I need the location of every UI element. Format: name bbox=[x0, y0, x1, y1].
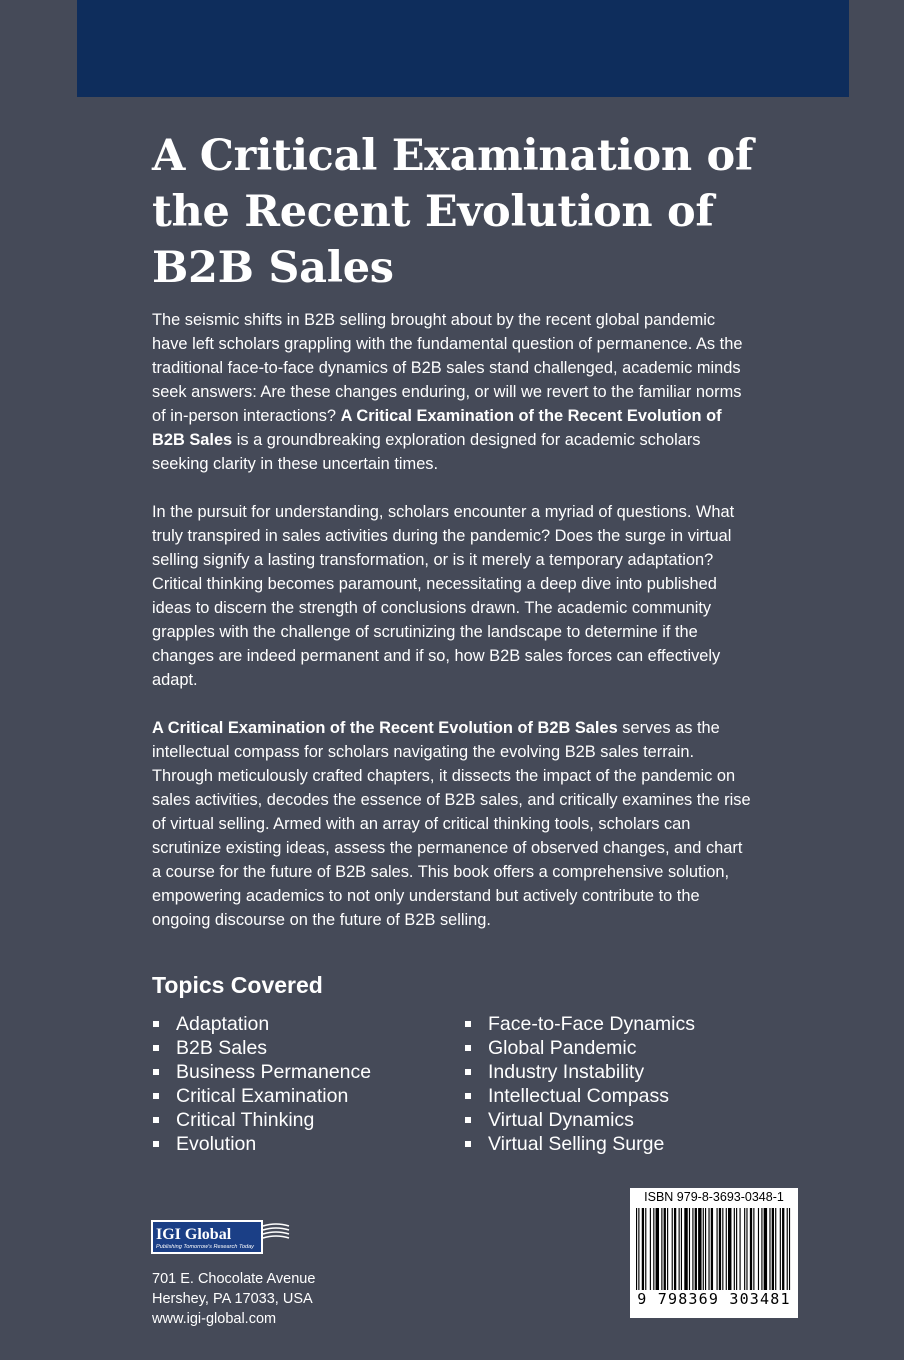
barcode-bar bbox=[758, 1208, 759, 1290]
barcode-bar bbox=[636, 1208, 637, 1290]
barcode-bar bbox=[711, 1208, 713, 1290]
barcode-bar bbox=[650, 1208, 651, 1290]
barcode-bar bbox=[719, 1208, 721, 1290]
barcode-bar bbox=[736, 1208, 737, 1290]
barcode-bar bbox=[746, 1208, 747, 1290]
barcode-bar bbox=[789, 1208, 790, 1290]
barcode-bar bbox=[722, 1208, 723, 1290]
isbn-barcode bbox=[630, 1188, 798, 1318]
top-color-band bbox=[77, 0, 849, 97]
barcode-bar bbox=[681, 1208, 682, 1290]
barcode-bar bbox=[705, 1208, 706, 1290]
address-street: 701 E. Chocolate Avenue bbox=[152, 1271, 316, 1287]
barcode-bar bbox=[674, 1208, 676, 1290]
barcode-bar bbox=[679, 1208, 680, 1290]
barcode-bar bbox=[717, 1208, 718, 1290]
barcode-bar bbox=[703, 1208, 704, 1290]
barcode-bars bbox=[634, 1208, 794, 1290]
barcode-bar bbox=[645, 1208, 646, 1290]
barcode-bar bbox=[661, 1208, 662, 1290]
barcode-bar bbox=[656, 1208, 659, 1290]
p1-text-end: is a groundbreaking exploration designed for academic scholars seeking clarity in these uncertain times. bbox=[152, 431, 701, 473]
barcode-bar bbox=[780, 1208, 781, 1290]
topic-item: Virtual Selling Surge bbox=[464, 1132, 695, 1156]
barcode-bar bbox=[744, 1208, 745, 1290]
barcode-bar bbox=[653, 1208, 654, 1290]
p3-book-title-bold: A Critical Examination of the Recent Evolution of B2B Sales bbox=[152, 719, 618, 737]
barcode-bar bbox=[753, 1208, 754, 1290]
barcode-bar bbox=[772, 1208, 774, 1290]
topic-item: Face-to-Face Dynamics bbox=[464, 1012, 695, 1036]
topic-item: Critical Thinking bbox=[152, 1108, 371, 1132]
barcode-bar bbox=[689, 1208, 690, 1290]
barcode-bar bbox=[775, 1208, 776, 1290]
barcode-bar bbox=[664, 1208, 666, 1290]
description-paragraph-2: In the pursuit for understanding, scholars encounter a myriad of questions. What truly transpired in sales activities during the pandemic? Does the surge in virtual selling signify a lasting transformation, or is it merely a temporary adaptation? Critical thinking becomes paramount, necessitating a deep dive into published ideas to discern the strength of conclusions drawn. The academic community grapples with the challenge of scrutinizing the landscape to determine if the changes are indeed permanent and if so, how B2B sales forces can effectively adapt. bbox=[152, 503, 735, 689]
p1-text-start: The seismic shifts in B2B selling brought about by the recent global pandemic have left scholars grappling with the fundamental question of permanence. As the traditional face-to-face dynamics of B2B sales stand challenged, academic minds seek answers: Are these changes enduring, or will we revert to the familiar norms of in-person interactions? bbox=[152, 311, 743, 425]
barcode-bar bbox=[726, 1208, 727, 1290]
topics-list-left bbox=[152, 1012, 371, 1156]
logo-tagline-text: Publishing Tomorrow's Research Today bbox=[156, 1244, 254, 1250]
barcode-bar bbox=[761, 1208, 762, 1290]
address-city: Hershey, PA 17033, USA bbox=[152, 1291, 313, 1307]
topic-item: Intellectual Compass bbox=[464, 1084, 695, 1108]
publisher-website: www.igi-global.com bbox=[152, 1311, 277, 1327]
barcode-bar bbox=[769, 1208, 770, 1290]
barcode-bar bbox=[667, 1208, 668, 1290]
publisher-address bbox=[152, 1269, 315, 1329]
description-paragraph-1 bbox=[152, 308, 754, 476]
barcode-bar bbox=[672, 1208, 673, 1290]
topic-item: Industry Instability bbox=[464, 1060, 695, 1084]
isbn-label: ISBN 979-8-3693-0348-1 bbox=[644, 1190, 784, 1204]
barcode-bar bbox=[787, 1208, 788, 1290]
barcode-bar bbox=[698, 1208, 701, 1290]
barcode-bar bbox=[728, 1208, 731, 1290]
barcode-bar bbox=[695, 1208, 697, 1290]
p1-book-title-bold: A Critical Examination of the Recent Evolution of B2B Sales bbox=[152, 407, 722, 449]
topic-item: Adaptation bbox=[152, 1012, 371, 1036]
barcode-bar bbox=[692, 1208, 693, 1290]
topic-item: Business Permanence bbox=[152, 1060, 371, 1084]
barcode-bar bbox=[782, 1208, 784, 1290]
barcode-bar bbox=[684, 1208, 687, 1290]
topic-item: Critical Examination bbox=[152, 1084, 371, 1108]
topic-item: Evolution bbox=[152, 1132, 371, 1156]
barcode-bar bbox=[708, 1208, 709, 1290]
book-title: A Critical Examination of the Recent Evolution of B2B Sales bbox=[152, 131, 754, 293]
topic-item: B2B Sales bbox=[152, 1036, 371, 1060]
p3-text-end: serves as the intellectual compass for scholars navigating the evolving B2B sales terrain. Through meticulously crafted chapters, it dissects the impact of the pandemic on sales activities, decodes the essence of B2B sales, and critically examines the rise of virtual selling. Armed with an array of critical thinking tools, scholars can scrutinize existing ideas, assess the permanence of observed changes, and chart a course for the future of B2B sales. This book offers a comprehensive solution, empowering academics to not only understand but actively contribute to the ongoing discourse on the future of B2B selling. bbox=[152, 719, 751, 929]
barcode-bar bbox=[638, 1208, 639, 1290]
barcode-bar bbox=[764, 1208, 767, 1290]
barcode-bar bbox=[734, 1208, 735, 1290]
logo-name-text: IGI Global bbox=[156, 1226, 232, 1243]
barcode-bar bbox=[642, 1208, 644, 1290]
description-paragraph-3 bbox=[152, 716, 754, 932]
topics-heading: Topics Covered bbox=[152, 972, 323, 998]
topic-item: Global Pandemic bbox=[464, 1036, 695, 1060]
barcode-bar bbox=[750, 1208, 752, 1290]
igi-global-logo bbox=[151, 1220, 291, 1256]
barcode-digits: 9 798369 303481 bbox=[637, 1290, 791, 1308]
topics-list-right bbox=[464, 1012, 695, 1156]
topic-item: Virtual Dynamics bbox=[464, 1108, 695, 1132]
barcode-bar bbox=[740, 1208, 741, 1290]
